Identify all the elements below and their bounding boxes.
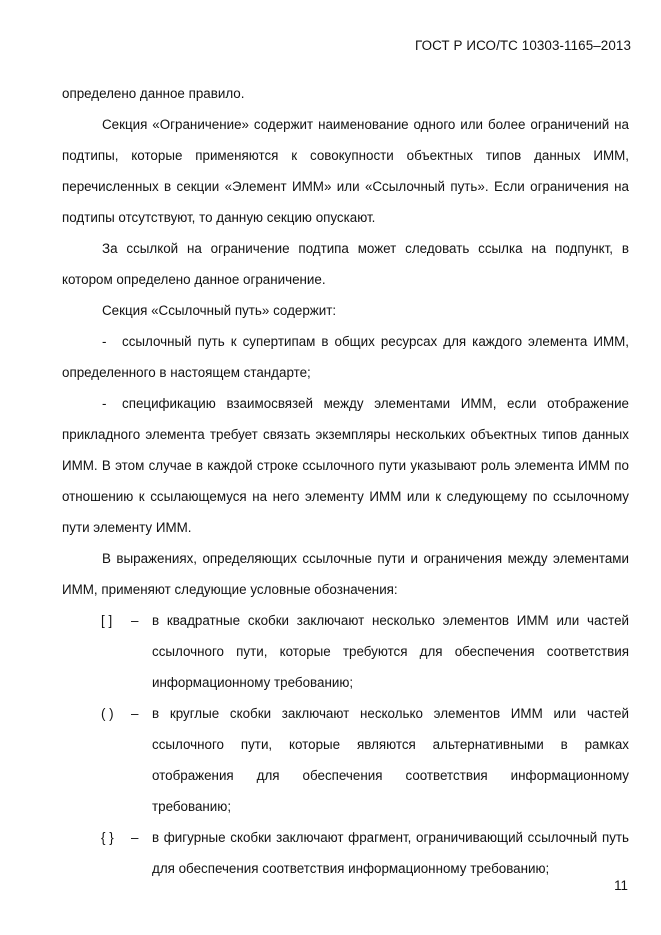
text-line: спецификацию взаимосвязей между элементами ИММ, если отображение	[122, 396, 629, 411]
text-line: ИММ. В этом случае в каждой строке ссылочного пути указывают роль элемента ИММ по	[62, 458, 629, 473]
list-bullet: -	[102, 396, 107, 411]
notation-symbol: ( )	[101, 706, 114, 721]
text-line: ссылочного пути, которые являются альтернативными в рамках	[152, 737, 629, 752]
text-line: ИММ, применяют следующие условные обозначения:	[62, 582, 398, 597]
text-line: определенного в настоящем стандарте;	[62, 365, 311, 380]
text-line: в круглые скобки заключают несколько элементов ИММ или частей	[152, 706, 629, 721]
text-line: информационному требованию;	[152, 675, 354, 690]
text-line: прикладного элемента требует связать экземпляры нескольких объектных типов данных	[62, 427, 629, 442]
notation-symbol: [ ]	[101, 613, 113, 628]
page-header: ГОСТ Р ИСО/ТС 10303-1165–2013	[414, 38, 631, 53]
text-line: ссылочный путь к супертипам в общих ресурсах для каждого элемента ИММ,	[122, 334, 629, 349]
text-line: ссылочного пути, которые требуются для обеспечения соответствия	[152, 644, 629, 659]
text-line: определено данное правило.	[62, 86, 245, 101]
notation-dash: –	[131, 830, 139, 845]
notation-dash: –	[131, 706, 139, 721]
text-line: перечисленных в секции «Элемент ИММ» или «Cсылочный путь». Если ограничения на	[62, 179, 629, 194]
text-line: для обеспечения соответствия информационному требованию;	[152, 861, 550, 876]
notation-symbol: { }	[101, 830, 114, 845]
text-line: подтипы отсутствуют, то данную секцию опускают.	[62, 210, 376, 225]
page-number: 11	[614, 878, 628, 893]
text-line: требованию;	[152, 799, 232, 814]
text-line: отношению к ссылающемуся на него элементу ИММ или к следующему по ссылочному	[62, 489, 629, 504]
notation-dash: –	[131, 613, 139, 628]
text-line: котором определено данное ограничение.	[62, 272, 326, 287]
text-line: В выражениях, определяющих ссылочные пути и ограничения между элементами	[102, 551, 629, 566]
text-line: в фигурные скобки заключают фрагмент, ограничивающий ссылочный путь	[152, 830, 629, 845]
list-bullet: -	[102, 334, 107, 349]
text-line: отображения для обеспечения соответствия информационному	[152, 768, 629, 783]
text-line: Секция «Ограничение» содержит наименование одного или более ограничений на	[102, 117, 629, 132]
text-line: подтипы, которые применяются к совокупности объектных типов данных ИММ,	[62, 148, 629, 163]
text-line: пути элементу ИММ.	[62, 520, 192, 535]
text-line: в квадратные скобки заключают несколько элементов ИММ или частей	[152, 613, 629, 628]
text-line: За ссылкой на ограничение подтипа может следовать ссылка на подпункт, в	[102, 241, 629, 256]
text-line: Секция «Cсылочный путь» содержит:	[102, 303, 337, 318]
